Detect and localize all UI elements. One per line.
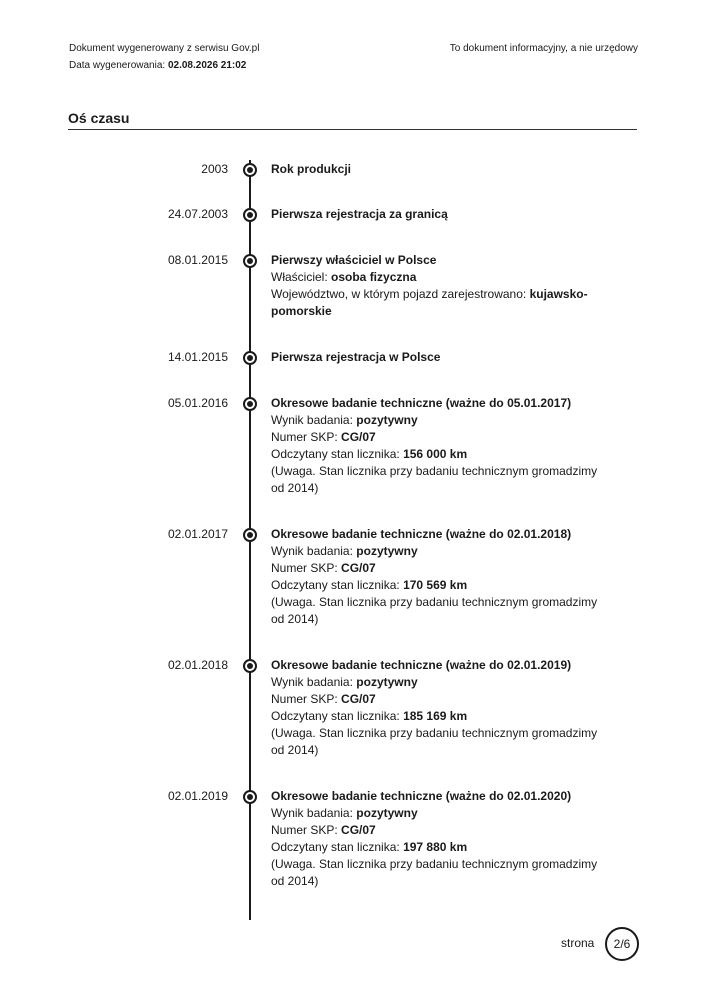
section-title: Oś czasu (68, 110, 130, 126)
odometer-note: (Uwaga. Stan licznika przy badaniu technicznym gromadzimy od 2014) (271, 595, 598, 626)
odometer-value: 156 000 km (403, 447, 468, 461)
result-label: Wynik badania: (271, 806, 353, 820)
result-label: Wynik badania: (271, 413, 353, 427)
event-title: Pierwsza rejestracja za granicą (271, 207, 448, 221)
owner-line (271, 269, 601, 286)
event-title: Rok produkcji (271, 162, 352, 176)
odometer-note: (Uwaga. Stan licznika przy badaniu technicznym gromadzimy od 2014) (271, 464, 598, 495)
event-date: 02.01.2018 (167, 658, 228, 672)
skp-value: CG/07 (341, 561, 376, 575)
odometer-note: (Uwaga. Stan licznika przy badaniu technicznym gromadzimy od 2014) (271, 726, 598, 757)
skp-line (271, 560, 601, 577)
event-title: Okresowe badanie techniczne (ważne do 02.01.2020) (271, 789, 572, 803)
event-title: Okresowe badanie techniczne (ważne do 02.01.2018) (271, 527, 572, 541)
event-date: 02.01.2017 (167, 527, 228, 541)
result-value: pozytywny (356, 413, 418, 427)
event-title: Okresowe badanie techniczne (ważne do 02.01.2019) (271, 658, 572, 672)
odometer-label: Odczytany stan licznika: (271, 578, 400, 592)
event-body (271, 395, 601, 497)
result-value: pozytywny (356, 544, 418, 558)
event-date: 02.01.2019 (167, 789, 228, 803)
odometer-line (271, 839, 601, 856)
result-label: Wynik badania: (271, 675, 353, 689)
odometer-value: 170 569 km (403, 578, 468, 592)
event-date: 2003 (201, 162, 228, 176)
timeline-dot-icon (243, 351, 257, 365)
skp-value: CG/07 (341, 692, 376, 706)
event-date: 08.01.2015 (167, 253, 228, 267)
timeline-dot-icon (243, 397, 257, 411)
event-date: 05.01.2016 (167, 396, 228, 410)
event-date: 14.01.2015 (167, 350, 228, 364)
result-line (271, 805, 601, 822)
event-date: 24.07.2003 (167, 207, 228, 221)
result-line (271, 674, 601, 691)
owner-label: Właściciel: (271, 270, 328, 284)
odometer-note: (Uwaga. Stan licznika przy badaniu technicznym gromadzimy od 2014) (271, 857, 598, 888)
event-body (271, 252, 601, 320)
timeline-dot-icon (243, 790, 257, 804)
result-line (271, 543, 601, 560)
voivodeship-line (271, 286, 601, 320)
timeline-dot-icon (243, 528, 257, 542)
result-line (271, 412, 601, 429)
timeline-dot-icon (243, 163, 257, 177)
timeline-dot-icon (243, 254, 257, 268)
skp-label: Numer SKP: (271, 561, 338, 575)
odometer-label: Odczytany stan licznika: (271, 447, 400, 461)
page-label: strona (561, 936, 595, 950)
result-value: pozytywny (356, 675, 418, 689)
document-header (69, 40, 259, 74)
page-number-badge: 2/6 (605, 927, 639, 961)
timeline-dot-icon (243, 208, 257, 222)
owner-value: osoba fizyczna (331, 270, 417, 284)
result-label: Wynik badania: (271, 544, 353, 558)
skp-value: CG/07 (341, 430, 376, 444)
disclaimer: To dokument informacyjny, a nie urzędowy (449, 43, 638, 54)
generation-date-value: 02.08.2026 21:02 (167, 60, 247, 71)
section-divider (68, 129, 637, 130)
event-title: Okresowe badanie techniczne (ważne do 05.01.2017) (271, 396, 572, 410)
event-body (271, 657, 601, 759)
skp-line (271, 822, 601, 839)
voivodeship-value: kujawsko-pomorskie (271, 287, 588, 318)
event-body (271, 788, 601, 890)
source-line: Dokument wygenerowany z serwisu Gov.pl (69, 43, 260, 54)
event-body (271, 206, 601, 223)
odometer-value: 197 880 km (403, 840, 468, 854)
event-title: Pierwsza rejestracja w Polsce (271, 350, 441, 364)
timeline-dot-icon (243, 659, 257, 673)
skp-line (271, 429, 601, 446)
odometer-label: Odczytany stan licznika: (271, 709, 400, 723)
skp-value: CG/07 (341, 823, 376, 837)
skp-label: Numer SKP: (271, 692, 338, 706)
event-body (271, 161, 601, 178)
event-title: Pierwszy właściciel w Polsce (271, 253, 437, 267)
odometer-label: Odczytany stan licznika: (271, 840, 400, 854)
generation-date-line (69, 57, 259, 74)
event-body (271, 349, 601, 366)
generation-date-label: Data wygenerowania: (69, 60, 166, 71)
result-value: pozytywny (356, 806, 418, 820)
voivodeship-label: Województwo, w którym pojazd zarejestrowano: (271, 287, 527, 301)
skp-line (271, 691, 601, 708)
odometer-line (271, 708, 601, 725)
skp-label: Numer SKP: (271, 823, 338, 837)
odometer-line (271, 446, 601, 463)
odometer-value: 185 169 km (403, 709, 468, 723)
skp-label: Numer SKP: (271, 430, 338, 444)
event-body (271, 526, 601, 628)
odometer-line (271, 577, 601, 594)
